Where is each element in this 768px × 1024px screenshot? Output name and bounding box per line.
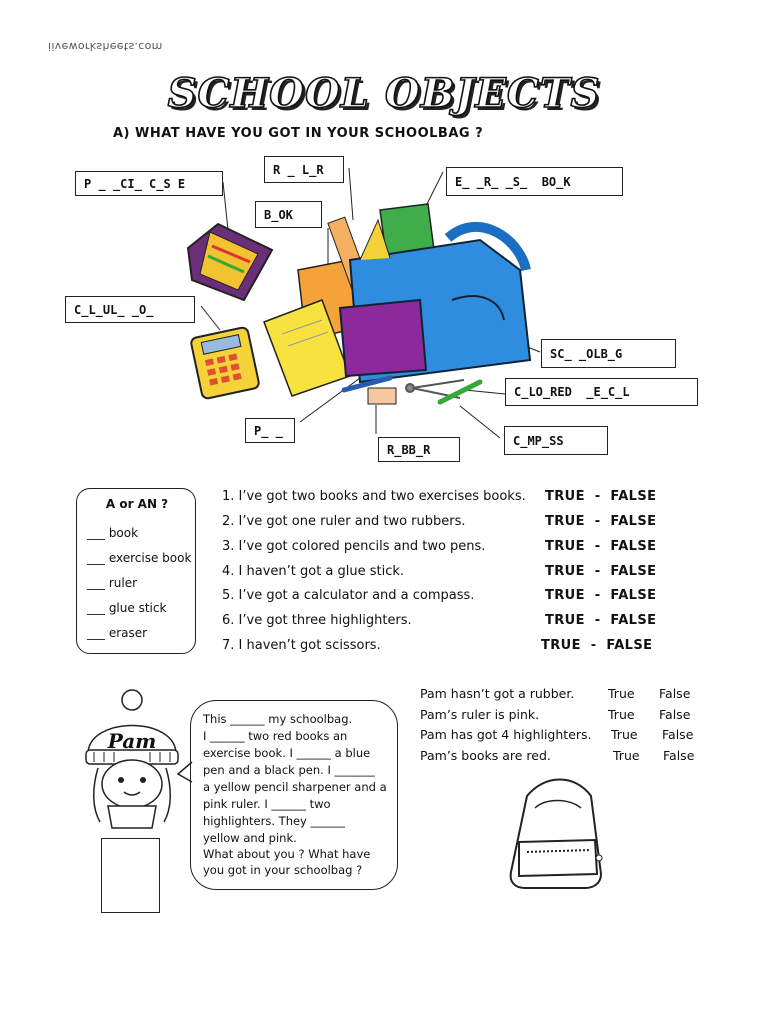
pam-true-option[interactable]: True xyxy=(613,748,640,763)
pam-statement: Pam has got 4 highlighters. xyxy=(420,727,592,742)
pam-false-option[interactable]: False xyxy=(662,727,694,742)
bubble-line: What about you ? What have xyxy=(203,847,371,861)
a-or-an-item[interactable]: ___ glue stick xyxy=(87,601,167,615)
rubber-picture xyxy=(368,388,396,404)
pam-false-option[interactable]: False xyxy=(663,748,695,763)
statement-text: 1. I’ve got two books and two exercises books. xyxy=(222,489,526,504)
true-false-choice[interactable]: TRUE - FALSE xyxy=(545,588,657,603)
pam-statement: Pam hasn’t got a rubber. xyxy=(420,686,575,701)
statement-text: 5. I’ve got a calculator and a compass. xyxy=(222,588,475,603)
photo-box xyxy=(101,838,160,913)
pencil-case-picture xyxy=(188,224,272,300)
calculator-picture xyxy=(190,327,260,400)
true-false-choice[interactable]: TRUE - FALSE xyxy=(545,613,657,628)
a-or-an-item[interactable]: ___ eraser xyxy=(87,626,148,640)
bubble-line: pen and a black pen. I _______ xyxy=(203,763,375,777)
label-book: B_OK xyxy=(255,201,322,228)
true-false-choice[interactable]: TRUE - FALSE xyxy=(545,539,657,554)
speech-bubble xyxy=(190,700,398,890)
label-schoolbag: SC_ _OLB_G xyxy=(541,339,676,368)
bubble-line: exercise book. I ______ a blue xyxy=(203,746,371,760)
bubble-line: pink ruler. I ______ two xyxy=(203,797,331,811)
label-exercise-book: E_ _R_ _S_ BO_K xyxy=(446,167,623,196)
label-pencil-case: P _ _CI_ C_S E xyxy=(75,171,223,196)
label-pen: P_ _ xyxy=(245,418,295,443)
label-ruler: R _ L_R xyxy=(264,156,344,183)
true-false-choice[interactable]: TRUE - FALSE xyxy=(545,564,657,579)
statement-text: 2. I’ve got one ruler and two rubbers. xyxy=(222,514,466,529)
a-or-an-title: A or AN ? xyxy=(105,497,169,511)
colored-pencil-picture xyxy=(440,382,480,402)
pam-girl-drawing xyxy=(78,688,186,838)
schoolbag-picture xyxy=(340,220,530,382)
a-or-an-item[interactable]: ___ exercise book xyxy=(87,551,192,565)
label-colored-pencil: C_LO_RED _E_C_L xyxy=(505,378,698,406)
a-or-an-item[interactable]: ___ book xyxy=(87,526,139,540)
backpack-outline-drawing xyxy=(505,778,609,890)
pam-statement: Pam’s books are red. xyxy=(420,748,551,763)
bubble-line: yellow and pink. xyxy=(203,831,297,845)
section-a-heading: A) WHAT HAVE YOU GOT IN YOUR SCHOOLBAG ? xyxy=(113,126,484,141)
statement-text: 7. I haven’t got scissors. xyxy=(222,638,381,653)
statement-text: 4. I haven’t got a glue stick. xyxy=(222,564,405,579)
label-calculator: C_L_UL_ _O_ xyxy=(65,296,195,323)
a-or-an-item[interactable]: ___ ruler xyxy=(87,576,138,590)
page-title: SCHOOL OBJECTS xyxy=(167,70,601,117)
pam-true-option[interactable]: True xyxy=(608,686,635,701)
bubble-line: highlighters. They ______ xyxy=(203,814,346,828)
bubble-line: I ______ two red books an xyxy=(203,729,348,743)
pam-false-option[interactable]: False xyxy=(659,686,691,701)
watermark: iiveworksheets.com xyxy=(48,40,163,53)
true-false-choice[interactable]: TRUE - FALSE xyxy=(541,638,653,653)
true-false-choice[interactable]: TRUE - FALSE xyxy=(545,514,657,529)
bubble-line: a yellow pencil sharpener and a xyxy=(203,780,387,794)
bubble-line: you got in your schoolbag ? xyxy=(203,863,363,877)
true-false-choice[interactable]: TRUE - FALSE xyxy=(545,489,657,504)
label-rubber: R_BB_R xyxy=(378,437,460,462)
pam-name: Pam xyxy=(107,729,157,753)
label-compass: C_MP_SS xyxy=(504,426,608,455)
statement-text: 6. I’ve got three highlighters. xyxy=(222,613,412,628)
bubble-line: This ______ my schoolbag. xyxy=(203,712,353,726)
a-or-an-box xyxy=(76,488,196,654)
statement-text: 3. I’ve got colored pencils and two pens. xyxy=(222,539,486,554)
pam-false-option[interactable]: False xyxy=(659,707,691,722)
pam-true-option[interactable]: True xyxy=(608,707,635,722)
pam-true-option[interactable]: True xyxy=(611,727,638,742)
pam-statement: Pam’s ruler is pink. xyxy=(420,707,540,722)
